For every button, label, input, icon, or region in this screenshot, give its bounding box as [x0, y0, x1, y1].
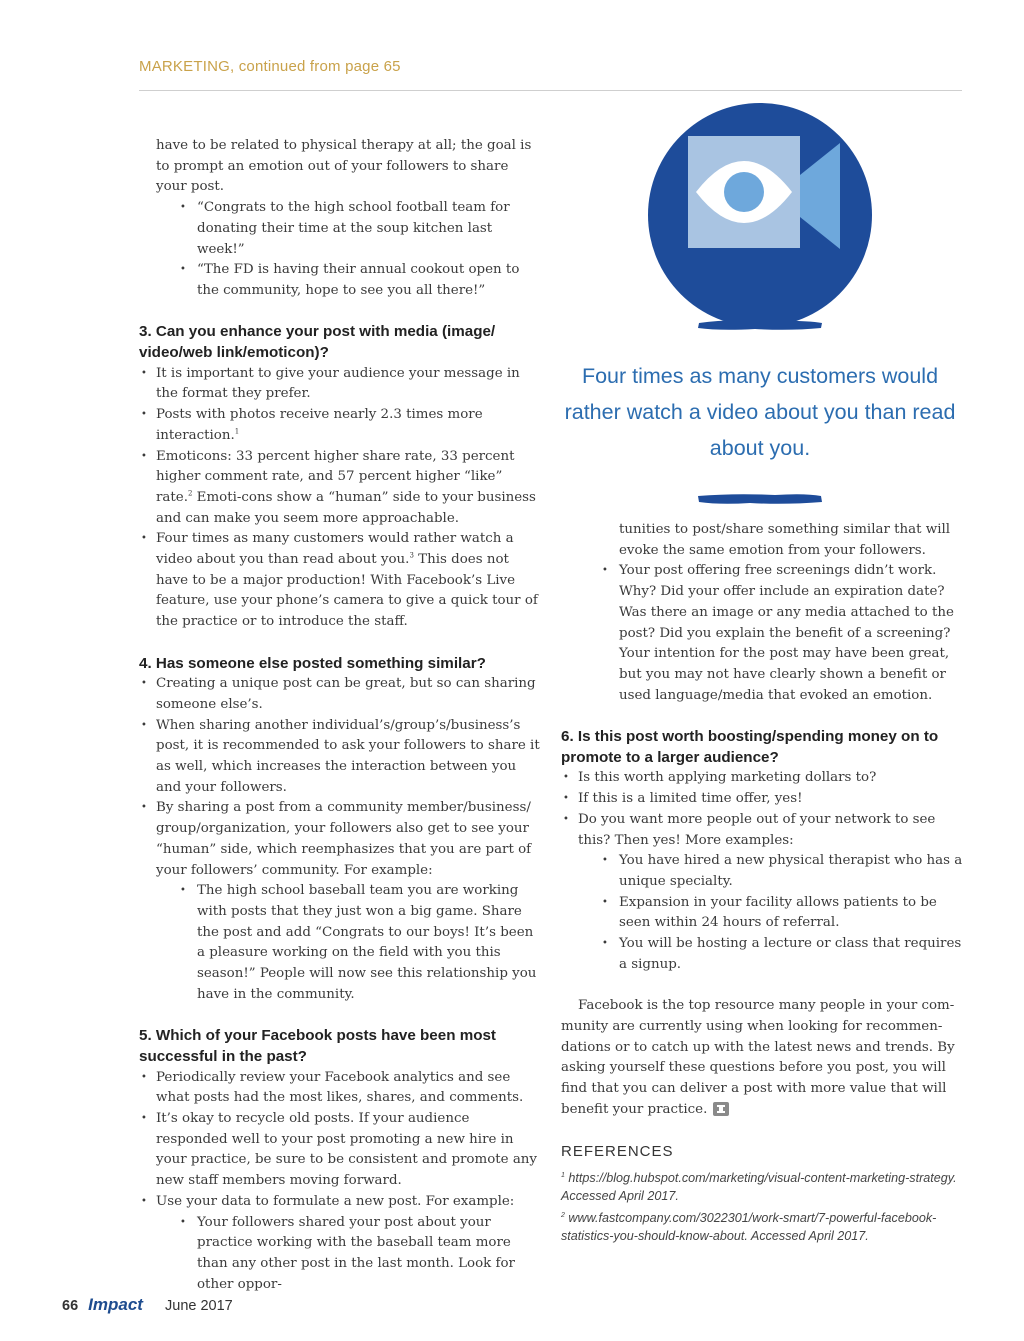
list-item: • When sharing another individual’s/group’s/business’s post, it is recommended to ask your followers to share it as well, which increases the interaction between you and your followers.	[139, 716, 541, 799]
footnote-ref: 2	[187, 489, 193, 498]
list-item: • Four times as many customers would rather watch a video about you than read about you.$^3$ This does not have to be a major production! With Facebook’s Live feature, use your phone’s camera to give a quick tour of the practice or to introduce the staff.	[139, 529, 541, 633]
section-4-list	[139, 674, 541, 881]
list-item: • It is important to give your audience your message in the format they prefer.	[139, 364, 541, 405]
closing-paragraph: Facebook is the top resource many people in your com-munity are currently using when looking for recommen-dations or to catch up with the latest news and trends. By asking yourself these questions before you post, you will find that you can deliver a post with more value that will benefit your practice.	[561, 998, 955, 1117]
impact-logo-icon	[713, 1102, 729, 1116]
pull-quote-box	[561, 318, 959, 506]
section-5-heading: 5. Which of your Facebook posts have been most successful in the past?	[139, 1027, 496, 1065]
section-4-sublist	[139, 881, 541, 1005]
left-column	[139, 136, 541, 1295]
list-item: • If this is a limited time offer, yes!	[561, 789, 963, 810]
section-5-list	[139, 1068, 541, 1213]
references-heading: REFERENCES	[561, 1143, 674, 1161]
brush-stroke-bottom	[695, 492, 825, 506]
continued-list	[561, 561, 963, 706]
top-rule	[139, 90, 962, 91]
running-head: MARKETING, continued from page 65	[139, 58, 401, 75]
list-item: • It’s okay to recycle old posts. If your audience responded well to your post promoting a new hire in your practice, be sure to be consistent and promote any new staff members moving forward.	[139, 1109, 541, 1192]
reference-item: $^2$ www.fastcompany.com/3022301/work-smart/7-powerful-facebook-statistics-you-should-know-about. Accessed April 2017.	[561, 1211, 937, 1244]
list-item: • Do you want more people out of your network to see this? Then yes! More examples:	[561, 810, 963, 851]
list-item: • Your post offering free screenings didn’t work. Why? Did your offer include an expiration date? Was there an image or any media attached to the post? Did you explain the benefit of a screening? Your intention for the post may have been great, but you may not have clearly shown a benefit or used language/media that evoked an emotion.	[561, 561, 963, 706]
section-6-list	[561, 768, 963, 851]
list-item: • You will be hosting a lecture or class that requires a signup.	[561, 934, 963, 975]
list-item: • By sharing a post from a community member/business/ group/organization, your followers also get to see your “human” side, which reemphasizes that you are part of your followers’ community. For example:	[139, 798, 541, 881]
footnote-ref: 3	[409, 551, 414, 560]
intro-examples	[139, 198, 541, 302]
page-footer	[62, 1295, 233, 1315]
section-6-heading: 6. Is this post worth boosting/spending money on to promote to a larger audience?	[561, 728, 939, 766]
issue-date: June 2017	[165, 1298, 233, 1314]
pull-quote-text: Four times as many customers would rather watch a video about you than read about you.	[564, 364, 956, 460]
list-item: • Creating a unique post can be great, but so can sharing someone else’s.	[139, 674, 541, 715]
list-item: • Use your data to formulate a new post. For example:	[139, 1192, 541, 1213]
list-item: • The high school baseball team you are working with posts that they just won a big game. Share the post and add “Congrats to our boys! It’s been a pleasure working on the field with you this season!” People will now see this relationship you have in the community.	[139, 881, 541, 1005]
reference-item: $^1$ https://blog.hubspot.com/marketing/visual-content-marketing-strategy. Accessed April 2017.	[561, 1171, 957, 1204]
section-5-sublist	[139, 1213, 541, 1296]
section-4-heading: 4. Has someone else posted something similar?	[139, 654, 486, 672]
list-item: • Your followers shared your post about your practice working with the baseball team more than any other post in the last month. Look for other oppor-	[139, 1213, 541, 1296]
right-column	[561, 520, 963, 1249]
list-item: • Expansion in your facility allows patients to be seen within 24 hours of referral.	[561, 893, 963, 934]
section-3-list	[139, 364, 541, 633]
brush-stroke-top	[695, 318, 825, 332]
list-item: • Is this worth applying marketing dollars to?	[561, 768, 963, 789]
section-3-heading: 3. Can you enhance your post with media (image/ video/web link/emoticon)?	[139, 323, 496, 362]
list-item: • You have hired a new physical therapist who has a unique specialty.	[561, 851, 963, 892]
brand-logo: Impact	[88, 1295, 143, 1314]
page-number: 66	[62, 1298, 79, 1314]
intro-paragraph: have to be related to physical therapy at all; the goal is to prompt an emotion out of your followers to share your post.	[156, 138, 532, 195]
video-camera-eye-icon	[648, 103, 872, 327]
section-6-sublist	[561, 851, 963, 975]
list-item: • “Congrats to the high school football team for donating their time at the soup kitchen last week!”	[139, 198, 541, 260]
footnote-ref: 1	[234, 427, 240, 436]
list-item: • “The FD is having their annual cookout open to the community, hope to see you all there!”	[139, 260, 541, 301]
continued-paragraph: tunities to post/share something similar that will evoke the same emotion from your followers.	[619, 522, 951, 558]
list-item: • Periodically review your Facebook analytics and see what posts had the most likes, shares, and comments.	[139, 1068, 541, 1109]
list-item: • Emoticons: 33 percent higher share rate, 33 percent higher comment rate, and 57 percent higher “like” rate.$^2$ Emoti-cons show a “human” side to your business and can make you seem more approachable.	[139, 447, 541, 530]
list-item: • Posts with photos receive nearly 2.3 times more interaction.$^1$	[139, 405, 541, 446]
